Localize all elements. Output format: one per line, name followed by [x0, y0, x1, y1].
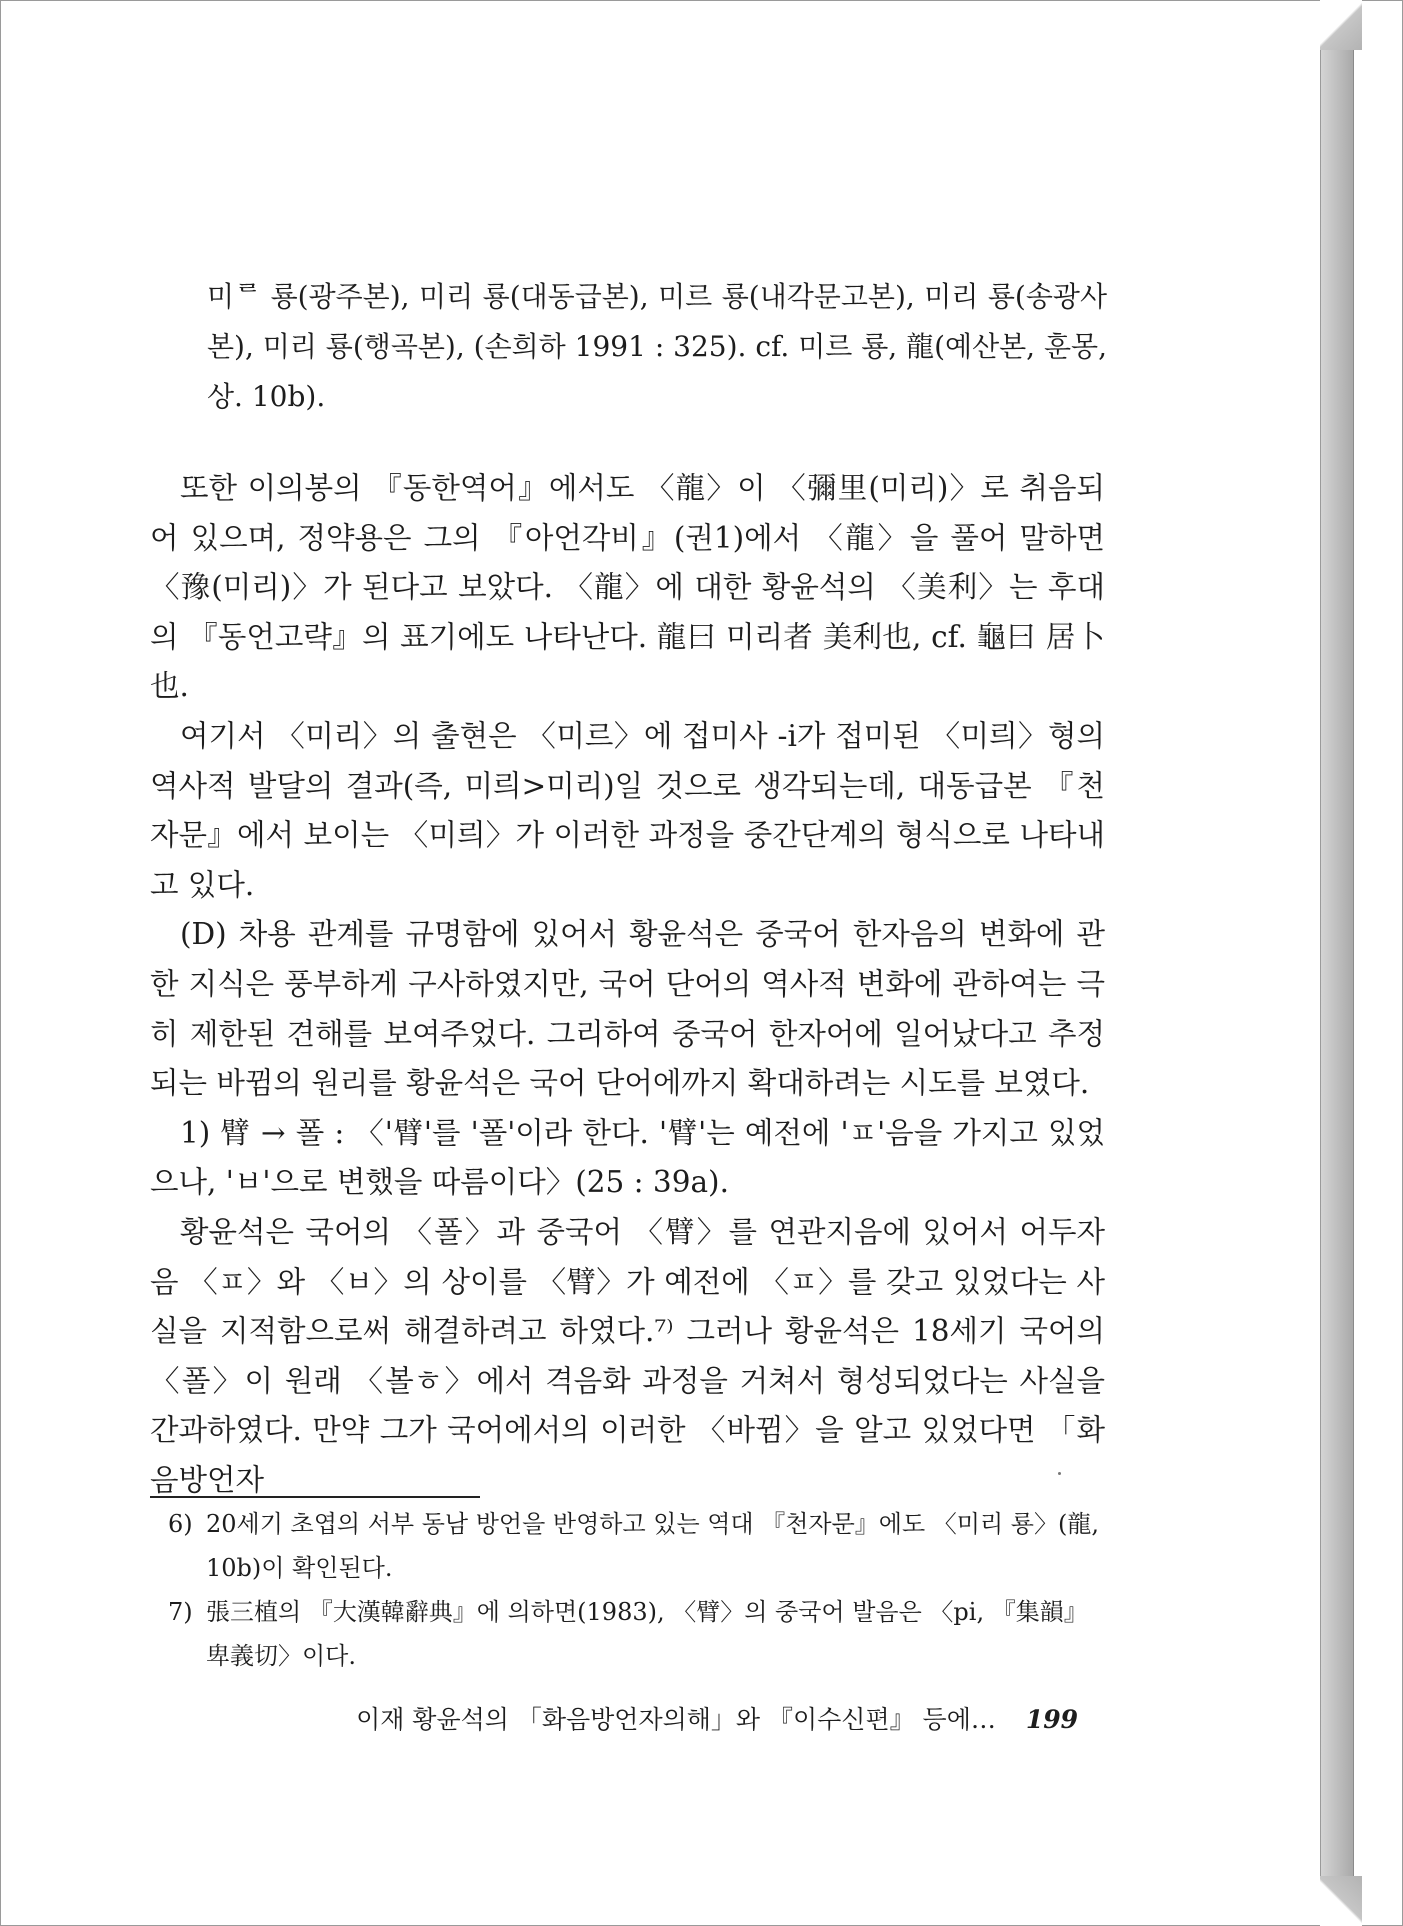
- paragraph-2: 여기서 〈미리〉의 출현은 〈미르〉에 접미사 -i가 접미된 〈미릐〉형의 역사적 발달의 결과(즉, 미릐>미리)일 것으로 생각되는데, 대동급본 『천자문』에서 보이는 〈미릐〉가 이러한 과정을 중간단계의 형식으로 나타내고 있다.: [150, 718, 1105, 902]
- speck-mark: [1058, 1472, 1061, 1475]
- page-edge-shadow: [1320, 0, 1354, 1926]
- footnote-text: 20세기 초엽의 서부 동남 방언을 반영하고 있는 역대 『천자문』에도 〈미리 룡〉(龍, 10b)이 확인된다.: [206, 1510, 1099, 1582]
- paragraph-5: 황윤석은 국어의 〈폴〉과 중국어 〈臂〉를 연관지음에 있어서 어두자음 〈ㅍ〉와 〈ㅂ〉의 상이를 〈臂〉가 예전에 〈ㅍ〉를 갖고 있었다는 사실을 지적함으로써 해결하려고 하였다.⁷⁾ 그러나 황윤석은 18세기 국어의 〈폴〉이 원래 〈볼ㅎ〉에서 격음화 과정을 거쳐서 형성되었다는 사실을 간과하였다. 만약 그가 국어에서의 이러한 〈바뀜〉을 알고 있었다면 「화음방언자: [150, 1214, 1105, 1497]
- body-text: [150, 464, 1105, 1505]
- footnote-divider: [150, 1496, 480, 1498]
- footnotes: [150, 1502, 1105, 1678]
- footnote-number: 7): [168, 1598, 193, 1626]
- quote-text: 미ᄅ 룡(광주본), 미리 룡(대동급본), 미르 룡(내각문고본), 미리 룡(송광사본), 미리 룡(행곡본), (손희하 1991 : 325). cf. 미르 룡, 龍(예산본, 훈몽, 상. 10b).: [207, 280, 1107, 413]
- quote-block: [207, 272, 1107, 422]
- paragraph-1: 또한 이의봉의 『동한역어』에서도 〈龍〉이 〈彌里(미리)〉로 취음되어 있으며, 정약용은 그의 『아언각비』(권1)에서 〈龍〉을 풀어 말하면 〈豫(미리)〉가 된다고 보았다. 〈龍〉에 대한 황윤석의 〈美利〉는 후대의 『동언고략』의 표기에도 나타난다. 龍曰 미리者 美利也, cf. 龜曰 居卜也.: [150, 471, 1105, 704]
- footnote-6: [150, 1502, 1105, 1590]
- running-footer: [150, 1700, 1078, 1740]
- page-corner-bottom: [1320, 1876, 1362, 1926]
- footnote-7: [150, 1590, 1105, 1678]
- paragraph-4-example: 1) 臂 → 폴 : 〈'臂'를 '폴'이라 한다. '臂'는 예전에 'ㅍ'음을 가지고 있었으나, 'ㅂ'으로 변했을 따름이다〉(25 : 39a).: [150, 1115, 1105, 1200]
- footnote-text: 張三植의 『大漢韓辭典』에 의하면(1983), 〈臂〉의 중국어 발음은 〈pi, 『集韻』 卑義切〉이다.: [206, 1598, 1088, 1670]
- page-number: 199: [1025, 1705, 1078, 1734]
- footnote-number: 6): [168, 1510, 193, 1538]
- paragraph-3: (D) 차용 관계를 규명함에 있어서 황윤석은 중국어 한자음의 변화에 관한 지식은 풍부하게 구사하였지만, 국어 단어의 역사적 변화에 관하여는 극히 제한된 견해를 보여주었다. 그리하여 중국어 한자어에 일어났다고 추정되는 바뀜의 원리를 황윤석은 국어 단어에까지 확대하려는 시도를 보였다.: [150, 917, 1105, 1101]
- running-title: 이재 황윤석의 「화음방언자의해」와 『이수신편』 등에…: [356, 1705, 996, 1734]
- page-corner-top: [1320, 0, 1362, 50]
